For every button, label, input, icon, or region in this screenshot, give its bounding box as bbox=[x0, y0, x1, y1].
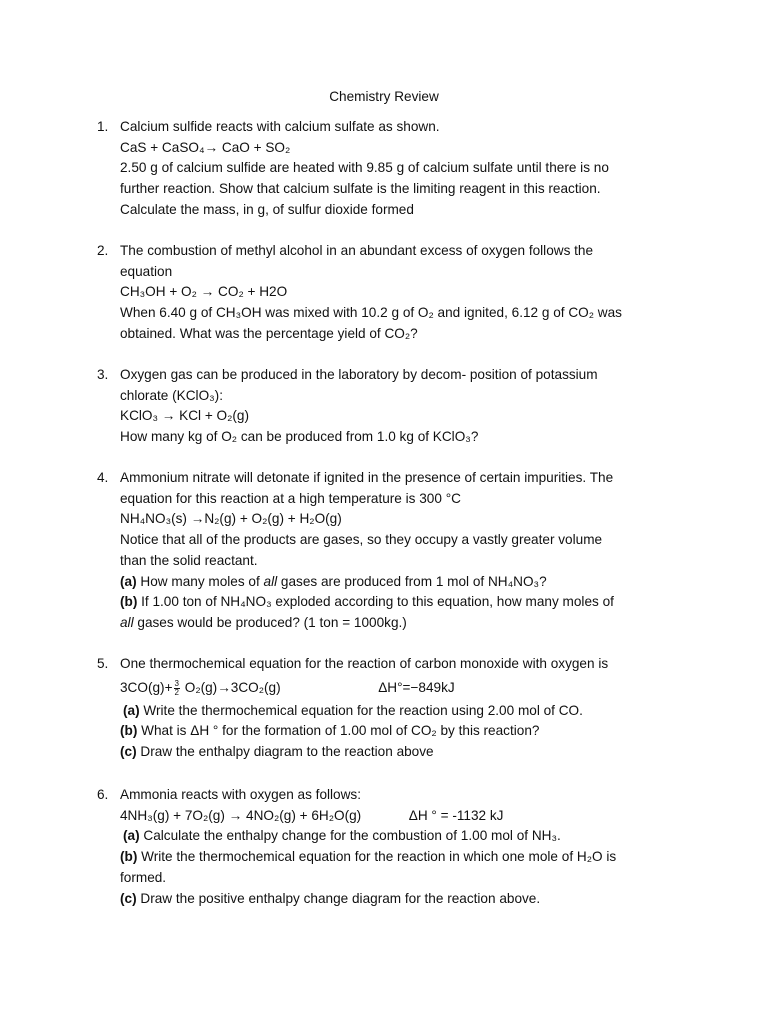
question-part-b bbox=[120, 592, 677, 613]
question-part-a bbox=[120, 826, 677, 847]
question-number: 2. bbox=[97, 243, 109, 258]
question-text: Notice that all of the products are gases, so they occupy a vastly greater volume bbox=[120, 532, 603, 548]
question-text: When 6.40 g of CH₃OH was mixed with 10.2 g of O₂ and ignited, 6.12 g of CO₂ was bbox=[120, 305, 622, 321]
chemical-equation: CaS + CaSO₄→ CaO + SO₂ bbox=[120, 139, 291, 155]
chemical-equation: KClO₃ → KCl + O₂(g) bbox=[120, 408, 250, 424]
question-part-b-continued bbox=[120, 868, 677, 889]
question-part-c bbox=[120, 889, 677, 910]
part-text: gases are produced from 1 mol of NH₄NO₃? bbox=[277, 573, 547, 589]
part-text: If 1.00 ton of NH₄NO₃ exploded according to this equation, how many moles of bbox=[141, 594, 614, 610]
question-3 bbox=[97, 365, 677, 448]
question-number: 5. bbox=[97, 656, 109, 671]
question-part-b bbox=[120, 721, 677, 742]
part-label: (a) bbox=[123, 828, 140, 844]
question-text: One thermochemical equation for the reaction of carbon monoxide with oxygen is bbox=[120, 656, 609, 671]
question-6 bbox=[97, 785, 677, 909]
question-part-c bbox=[120, 742, 677, 763]
part-text: Draw the enthalpy diagram to the reaction above bbox=[140, 744, 434, 760]
question-text: equation bbox=[120, 263, 173, 279]
part-text: Draw the positive enthalpy change diagram for the reaction above. bbox=[140, 890, 541, 906]
chemical-equation: NH₄NO₃(s) →N₂(g) + O₂(g) + H₂O(g) bbox=[120, 511, 342, 527]
part-text: formed. bbox=[120, 869, 167, 885]
part-text: What is ΔH ° for the formation of 1.00 mol of CO₂ by this reaction? bbox=[141, 723, 540, 739]
part-text: How many moles of bbox=[140, 573, 264, 589]
question-number: 1. bbox=[97, 119, 109, 134]
page-title: Chemistry Review bbox=[329, 89, 439, 104]
fraction-denominator: 2 bbox=[174, 687, 179, 697]
part-label: (a) bbox=[123, 702, 140, 718]
question-text: equation for this reaction at a high temperature is 300 °C bbox=[120, 490, 461, 506]
question-part-b bbox=[120, 847, 677, 868]
part-label: (a) bbox=[120, 573, 137, 589]
part-text: Write the thermochemical equation for the reaction using 2.00 mol of CO. bbox=[143, 702, 583, 718]
question-text: How many kg of O₂ can be produced from 1.0 kg of KClO₃? bbox=[120, 429, 479, 445]
fraction bbox=[174, 680, 180, 697]
question-2 bbox=[97, 241, 677, 345]
equation-left: 4NH₃(g) + 7O₂(g) → 4NO₂(g) + 6H₂O(g) bbox=[120, 807, 362, 823]
question-number: 6. bbox=[97, 787, 109, 802]
part-text: Calculate the enthalpy change for the combustion of 1.00 mol of NH₃. bbox=[143, 828, 561, 844]
question-text: Calculate the mass, in g, of sulfur dioxide formed bbox=[120, 201, 414, 217]
fraction-numerator: 3 bbox=[174, 678, 179, 688]
question-4 bbox=[97, 468, 677, 634]
part-emphasis: all bbox=[120, 614, 134, 630]
question-text: 2.50 g of calcium sulfide are heated with 9.85 g of calcium sulfate until there is no bbox=[120, 160, 609, 176]
enthalpy-value: ΔH°=−849kJ bbox=[378, 679, 455, 695]
question-text: than the solid reactant. bbox=[120, 552, 258, 568]
question-1 bbox=[97, 117, 677, 221]
question-text: The combustion of methyl alcohol in an abundant excess of oxygen follows the bbox=[120, 243, 594, 258]
question-text: Calcium sulfide reacts with calcium sulfate as shown. bbox=[120, 119, 440, 134]
thermochemical-equation bbox=[120, 675, 677, 701]
question-part-b-continued bbox=[120, 613, 677, 634]
question-text: further reaction. Show that calcium sulfate is the limiting reagent in this reaction. bbox=[120, 181, 601, 197]
part-label: (b) bbox=[120, 594, 138, 610]
question-5 bbox=[97, 654, 677, 763]
question-text: Oxygen gas can be produced in the laboratory by decom- position of potassium bbox=[120, 367, 598, 382]
part-emphasis: all bbox=[263, 573, 278, 589]
part-label: (b) bbox=[120, 723, 138, 739]
question-text: Ammonia reacts with oxygen as follows: bbox=[120, 787, 362, 802]
question-text: obtained. What was the percentage yield of CO₂? bbox=[120, 325, 418, 341]
chemical-equation: CH₃OH + O₂ → CO₂ + H2O bbox=[120, 284, 288, 300]
question-part-a bbox=[120, 572, 677, 593]
part-label: (c) bbox=[120, 890, 137, 906]
question-number: 3. bbox=[97, 367, 109, 382]
enthalpy-value: ΔH ° = -1132 kJ bbox=[408, 807, 504, 823]
question-part-a bbox=[120, 701, 677, 722]
part-label: (c) bbox=[120, 744, 137, 760]
equation-right: O₂(g)→3CO₂(g) bbox=[180, 679, 281, 695]
thermochemical-equation bbox=[120, 806, 677, 827]
question-number: 4. bbox=[97, 470, 109, 485]
question-text: chlorate (KClO₃): bbox=[120, 387, 223, 403]
equation-left: 3CO(g)+ bbox=[120, 679, 173, 695]
part-text: Write the thermochemical equation for the reaction in which one mole of H₂O is bbox=[141, 849, 617, 865]
question-text: Ammonium nitrate will detonate if ignited in the presence of certain impurities. The bbox=[120, 470, 614, 485]
part-label: (b) bbox=[120, 849, 138, 865]
part-text: gases would be produced? (1 ton = 1000kg.) bbox=[133, 614, 407, 630]
